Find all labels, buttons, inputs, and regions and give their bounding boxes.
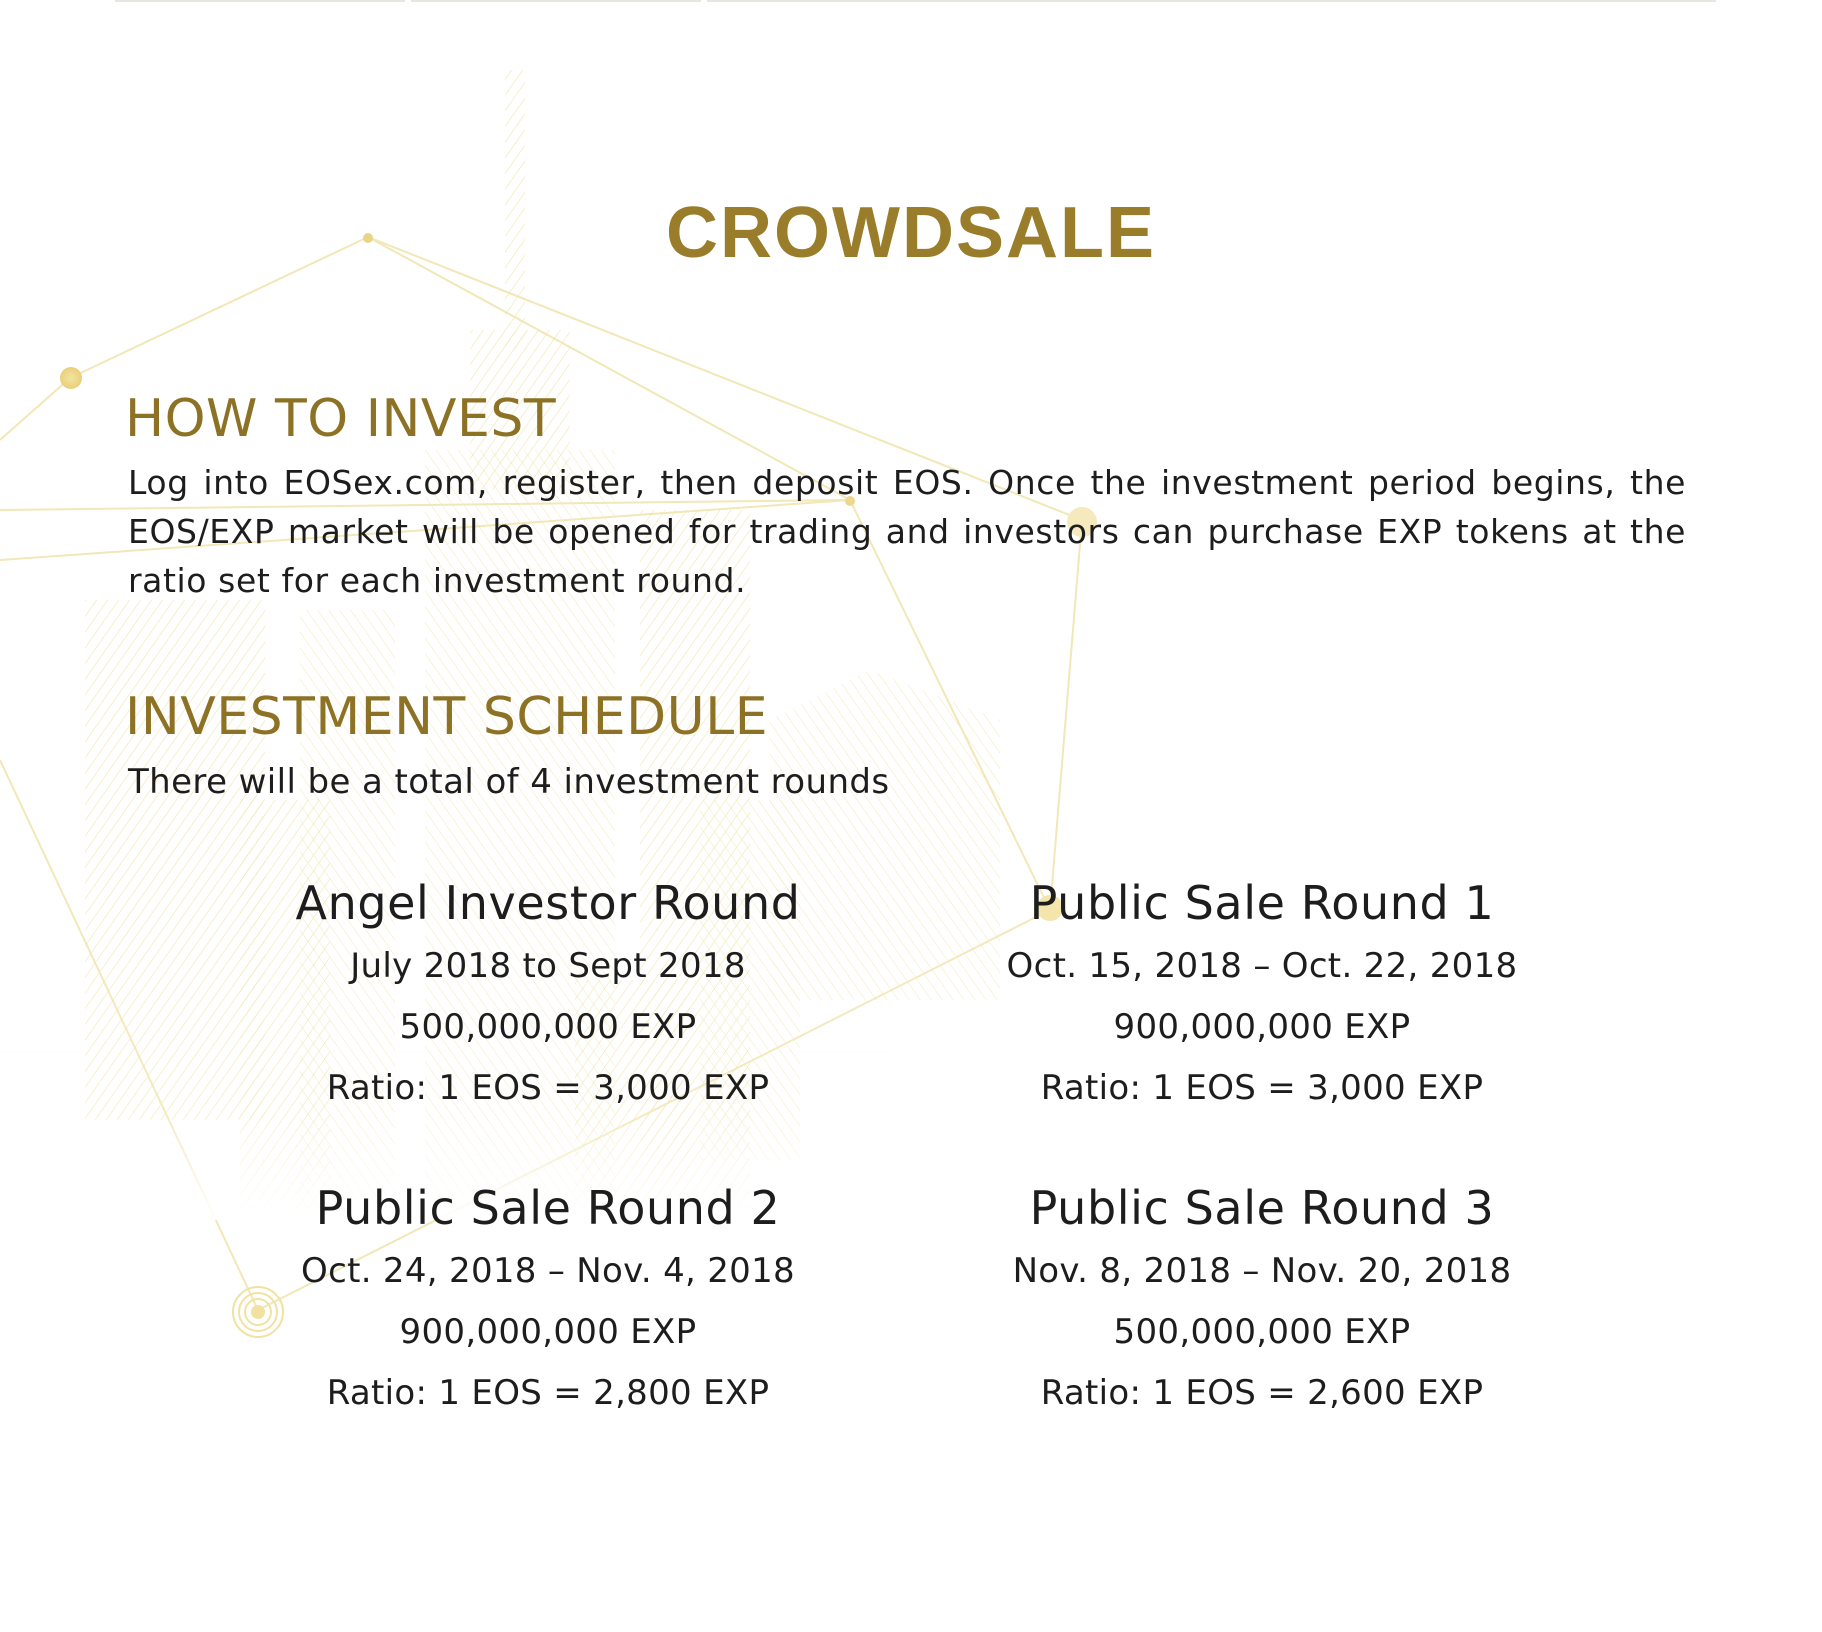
round-ratio: Ratio: 1 EOS = 2,800 EXP <box>326 1373 770 1413</box>
round-angel-investor <box>228 872 868 1119</box>
investment-schedule-intro: There will be a total of 4 investment rounds <box>128 762 890 802</box>
round-ratio: Ratio: 1 EOS = 3,000 EXP <box>326 1068 770 1108</box>
round-name: Public Sale Round 2 <box>315 1181 781 1235</box>
investment-schedule-heading: INVESTMENT SCHEDULE <box>125 687 769 747</box>
round-name: Angel Investor Round <box>295 876 801 930</box>
round-dates: Oct. 15, 2018 – Oct. 22, 2018 <box>1006 946 1518 986</box>
round-amount: 900,000,000 EXP <box>399 1312 697 1352</box>
round-ratio: Ratio: 1 EOS = 2,600 EXP <box>1040 1373 1484 1413</box>
round-amount: 500,000,000 EXP <box>399 1007 697 1047</box>
round-dates: Nov. 8, 2018 – Nov. 20, 2018 <box>1012 1251 1512 1291</box>
round-public-sale-3 <box>942 1177 1582 1424</box>
round-amount: 900,000,000 EXP <box>1113 1007 1411 1047</box>
round-public-sale-1 <box>942 872 1582 1119</box>
round-dates: Oct. 24, 2018 – Nov. 4, 2018 <box>301 1251 795 1291</box>
round-amount: 500,000,000 EXP <box>1113 1312 1411 1352</box>
round-name: Public Sale Round 1 <box>1029 876 1495 930</box>
round-dates: July 2018 to Sept 2018 <box>350 946 746 986</box>
round-name: Public Sale Round 3 <box>1029 1181 1495 1235</box>
how-to-invest-text: Log into EOSex.com, register, then deposit EOS. Once the investment period begins, the EOS/EXP market will be opened for trading and investors can purchase EXP tokens at the ratio set for each investment round. <box>128 463 1686 600</box>
page-title: CROWDSALE <box>666 193 1156 273</box>
how-to-invest-heading: HOW TO INVEST <box>125 389 557 449</box>
round-ratio: Ratio: 1 EOS = 3,000 EXP <box>1040 1068 1484 1108</box>
round-public-sale-2 <box>228 1177 868 1424</box>
